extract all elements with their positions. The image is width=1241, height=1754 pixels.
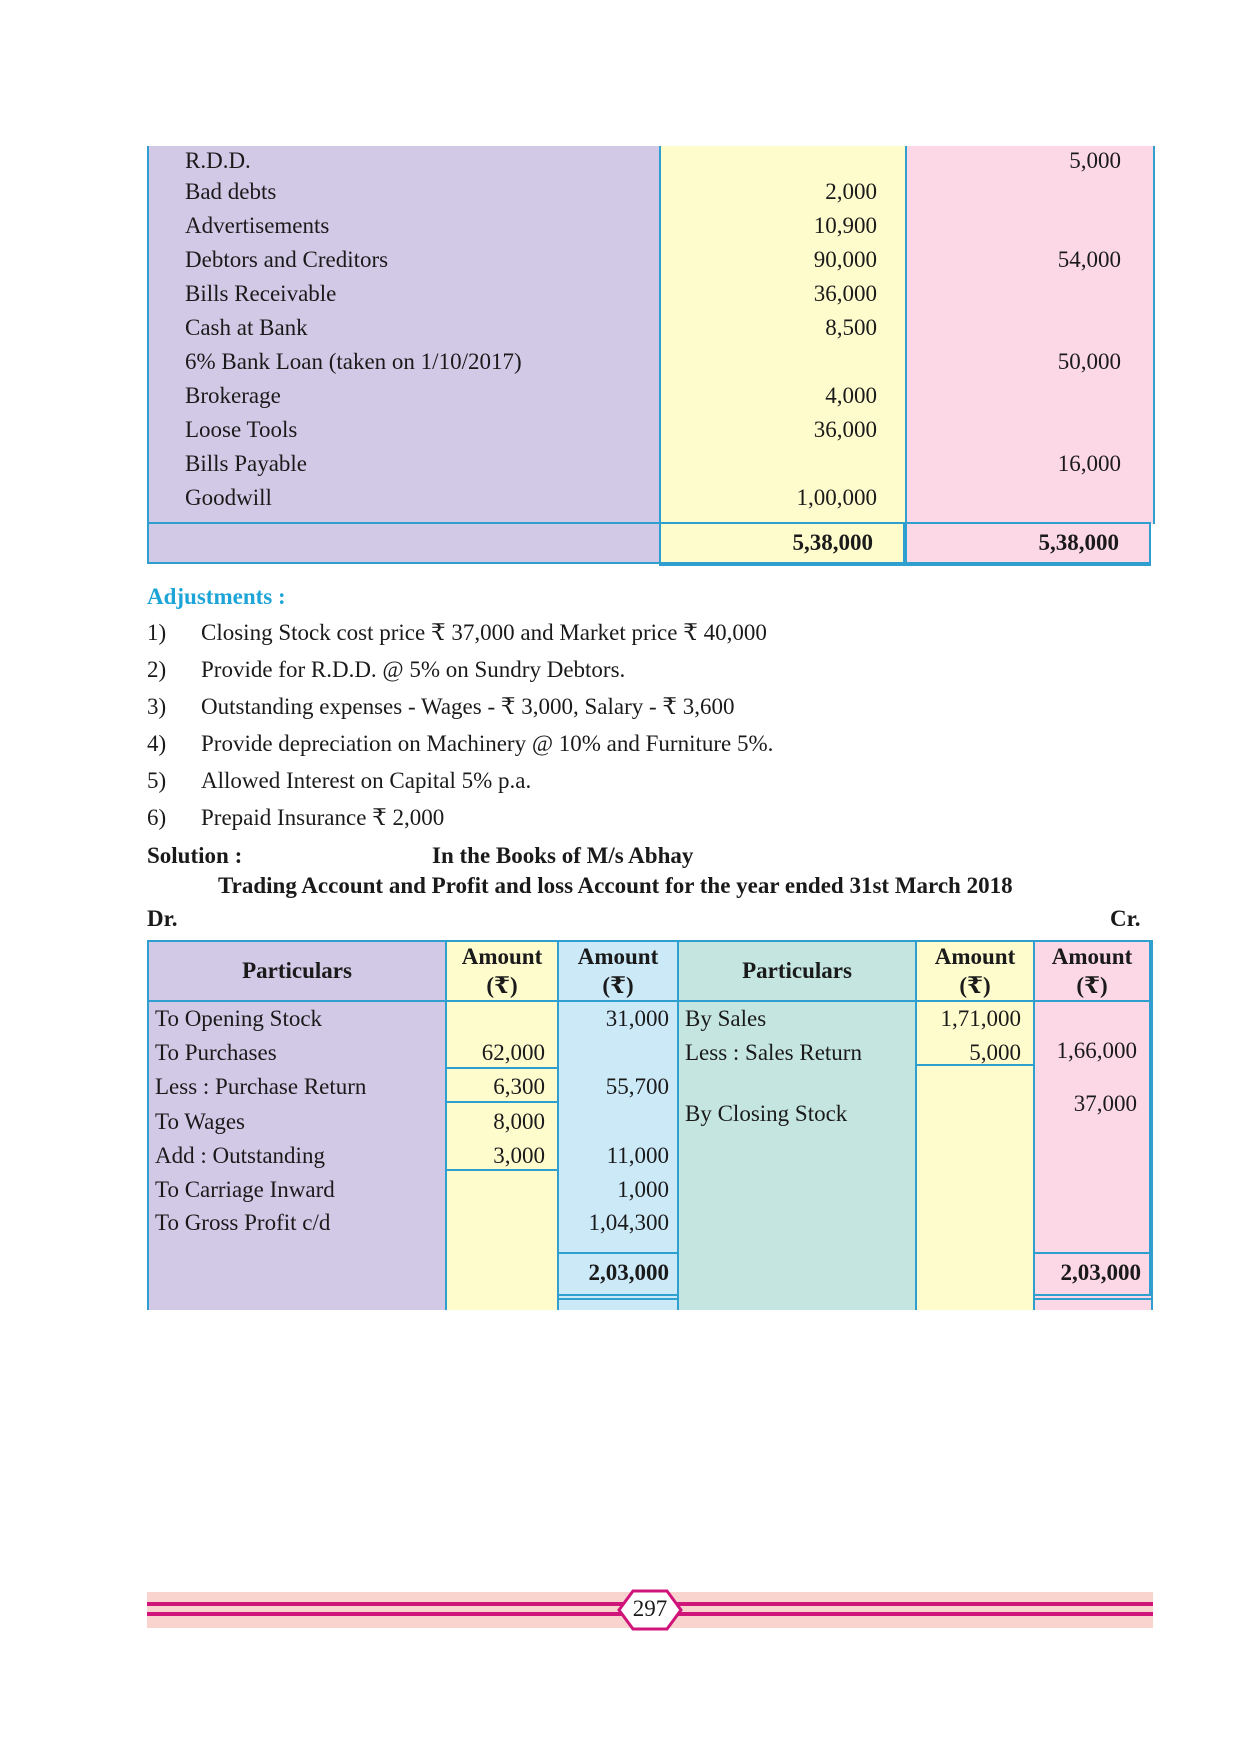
table-row: Goodwill 1,00,000	[185, 485, 877, 510]
tb-total-credit: 5,38,000	[1038, 530, 1119, 555]
debit-inner-amount: 3,000	[493, 1143, 545, 1168]
debit-inner-amount: 62,000	[481, 1040, 545, 1065]
double-underline	[1033, 1298, 1151, 1300]
total-debit: 2,03,000	[588, 1260, 669, 1285]
table-row: Cash at Bank 8,500	[185, 315, 877, 340]
table-row: Brokerage 4,000	[185, 383, 877, 408]
debit-particulars: To Wages	[155, 1109, 246, 1134]
debit-particulars: Add : Outstanding	[155, 1143, 325, 1168]
double-underline	[557, 1298, 679, 1300]
debit-particulars: To Purchases	[155, 1040, 277, 1065]
debit-outer-amount: 1,04,300	[588, 1210, 669, 1235]
debit-outer-amount: 1,000	[617, 1177, 669, 1202]
table-row: Bad debts 2,000	[185, 179, 877, 204]
total-debit-cell	[557, 1252, 679, 1296]
credit-particulars: By Sales	[685, 1006, 767, 1031]
tb-total-credit-cell	[905, 522, 1151, 564]
table-row: 6% Bank Loan (taken on 1/10/2017) 50,000	[185, 349, 1121, 374]
double-underline	[905, 564, 1151, 566]
header-amount-credit-inner: Amount (₹)	[915, 940, 1035, 1002]
header-particulars-debit: Particulars	[147, 940, 447, 1002]
total-credit-cell	[1033, 1252, 1151, 1296]
tb-total-particulars-cell	[147, 522, 659, 564]
solution-label: Solution :	[147, 843, 243, 868]
debit-outer-amount: 31,000	[605, 1006, 669, 1031]
page-footer	[147, 1588, 1153, 1636]
tb-total-debit-cell	[659, 522, 905, 564]
credit-outer-amount: 1,66,000	[1056, 1038, 1137, 1063]
tb-total-debit: 5,38,000	[792, 530, 873, 555]
debit-particulars: To Carriage Inward	[155, 1177, 335, 1202]
table-row: Advertisements 10,900	[185, 213, 877, 238]
debit-inner-amount: 6,300	[493, 1074, 545, 1099]
dr-label: Dr.	[147, 906, 178, 931]
tb-total-row	[147, 522, 1153, 562]
debit-particulars: To Gross Profit c/d	[155, 1210, 331, 1235]
account-title: Trading Account and Profit and loss Account for the year ended 31st March 2018	[218, 873, 1013, 898]
total-credit: 2,03,000	[1060, 1260, 1141, 1285]
trading-account-table	[147, 940, 1153, 1312]
adjustments-heading: Adjustments :	[147, 584, 286, 609]
page-number: 297	[632, 1596, 668, 1621]
debit-particulars: Less : Purchase Return	[155, 1074, 367, 1099]
table-row: Debtors and Creditors 90,000 54,000	[185, 247, 1121, 272]
debit-inner-amount: 8,000	[493, 1109, 545, 1134]
books-title: In the Books of M/s Abhay	[432, 843, 694, 868]
credit-inner-amount: 1,71,000	[940, 1006, 1021, 1031]
table-row: Loose Tools 36,000	[185, 417, 877, 442]
debit-outer-amount: 55,700	[605, 1074, 669, 1099]
credit-inner-amount: 5,000	[969, 1040, 1021, 1065]
credit-outer-amount: 37,000	[1073, 1091, 1137, 1116]
header-amount-debit-outer: Amount (₹)	[557, 940, 679, 1002]
table-row: Bills Payable 16,000	[185, 451, 1121, 476]
cr-label: Cr.	[1110, 906, 1141, 931]
credit-particulars: Less : Sales Return	[685, 1040, 862, 1065]
credit-particulars: By Closing Stock	[685, 1101, 848, 1126]
table-row: R.D.D. 5,000	[185, 148, 1121, 173]
double-underline	[659, 564, 905, 566]
debit-particulars: To Opening Stock	[155, 1006, 323, 1031]
header-amount-credit-outer: Amount (₹)	[1033, 940, 1151, 1002]
header-amount-debit-inner: Amount (₹)	[445, 940, 559, 1002]
trial-balance-table	[147, 146, 1153, 566]
table-row: Bills Receivable 36,000	[185, 281, 877, 306]
header-particulars-credit: Particulars	[677, 940, 917, 1002]
debit-outer-amount: 11,000	[606, 1143, 669, 1168]
